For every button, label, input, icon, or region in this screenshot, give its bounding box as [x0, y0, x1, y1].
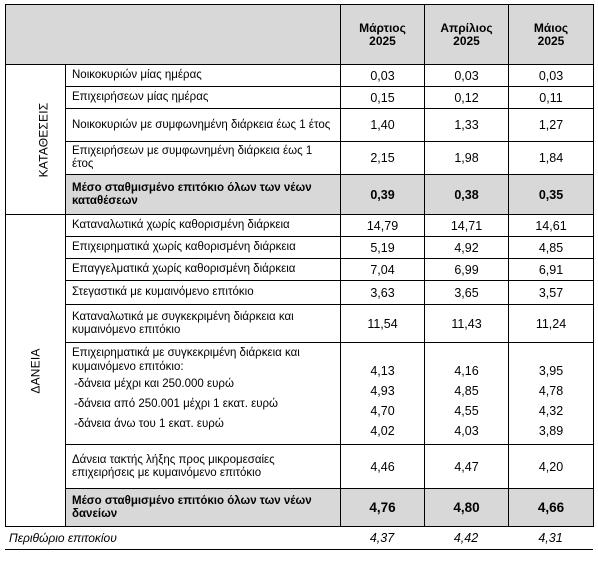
value-cell: 4,55 — [454, 404, 479, 418]
value-cell: 0,39 — [341, 175, 425, 215]
value-cell: 0,15 — [341, 87, 425, 109]
value-cell: 4,92 — [425, 237, 509, 259]
row-label: Επιχειρηματικά χωρίς καθορισμένη διάρκεια — [66, 237, 341, 259]
column-header-year: 2025 — [537, 33, 565, 48]
sub-list — [72, 374, 334, 434]
value-cell: 4,70 — [370, 404, 395, 418]
row-label: Δάνεια τακτής λήξης προς μικρομεσαίες επιχειρήσεις με κυμαινόμενο επιτόκιο — [66, 445, 341, 489]
value-cell: 0,03 — [509, 65, 594, 87]
value-cell: 4,66 — [509, 489, 594, 527]
row-label: Μέσο σταθμισμένο επιτόκιο όλων των νέων καταθέσεων — [66, 175, 341, 215]
row-label: Καταναλωτικά χωρίς καθορισμένη διάρκεια — [66, 215, 341, 237]
value-cell: 7,04 — [341, 259, 425, 281]
value-cell: 3,89 — [538, 424, 564, 438]
value-cell: 11,54 — [341, 305, 425, 343]
row-label: Επιχειρήσεων μίας ημέρας — [66, 87, 341, 109]
row-label: Επιχειρήσεων με συμφωνημένη διάρκεια έως 1 έτος — [66, 142, 341, 175]
value-cell: 0,03 — [425, 65, 509, 87]
header-blank-cell — [6, 5, 341, 65]
value-cell: 11,43 — [425, 305, 509, 343]
column-header-month: Μάιος — [533, 20, 569, 35]
value-cell: 3,65 — [425, 281, 509, 305]
table-row — [6, 237, 594, 259]
value-cell: 0,12 — [425, 87, 509, 109]
column-header-april — [425, 5, 509, 65]
margin-table — [5, 527, 593, 550]
value-cell: 0,35 — [509, 175, 594, 215]
value-cell: 1,98 — [425, 142, 509, 175]
column-header-march — [341, 5, 425, 65]
table-row — [6, 109, 594, 142]
interest-rates-table — [5, 4, 594, 527]
value-cell: 4,37 — [340, 527, 424, 549]
value-cell: 5,19 — [341, 237, 425, 259]
sub-row-label: -δάνεια από 250.001 μέχρι 1 εκατ. ευρώ — [74, 398, 279, 410]
value-cell: 1,40 — [341, 109, 425, 142]
value-cell: 11,24 — [509, 305, 594, 343]
column-header-year: 2025 — [453, 33, 480, 48]
table-row — [6, 305, 594, 343]
table-row — [6, 142, 594, 175]
value-cell: 4,32 — [538, 404, 564, 418]
row-label: Στεγαστικά με κυμαινόμενο επιτόκιο — [66, 281, 341, 305]
value-cell: 4,42 — [424, 527, 508, 549]
value-cell: 0,11 — [509, 87, 594, 109]
column-header-year: 2025 — [369, 33, 396, 48]
value-cell: 4,93 — [370, 384, 395, 398]
value-cell: 14,79 — [341, 215, 425, 237]
loans-total-row — [6, 489, 594, 527]
row-label: Επιχειρηματικά με συγκεκριμένη διάρκεια και κυμαινόμενο επιτόκιο: — [72, 347, 300, 373]
value-cell: 4,20 — [509, 445, 594, 489]
row-label: Περιθώριο επιτοκίου — [5, 527, 340, 549]
business-fixed-term-row — [6, 343, 594, 445]
interest-rates-table-container — [5, 4, 593, 550]
value-cell: 14,61 — [509, 215, 594, 237]
table-row — [6, 65, 594, 87]
row-label: Νοικοκυριών με συμφωνημένη διάρκεια έως 1 έτος — [66, 109, 341, 142]
row-label: Καταναλωτικά με συγκεκριμένη διάρκεια και κυμαινόμενο επιτόκιο — [66, 305, 341, 343]
value-cell: 14,71 — [425, 215, 509, 237]
value-cell: 0,03 — [341, 65, 425, 87]
sub-row-label: -δάνεια μέχρι και 250.000 ευρώ — [74, 378, 234, 390]
row-label: Επαγγελματικά χωρίς καθορισμένη διάρκεια — [66, 259, 341, 281]
value-cell: 4,85 — [454, 384, 479, 398]
value-cell: 3,63 — [341, 281, 425, 305]
table-row — [6, 87, 594, 109]
value-cell: 1,84 — [509, 142, 594, 175]
table-row — [6, 215, 594, 237]
value-cell: 4,03 — [454, 424, 479, 438]
column-header-month: Μάρτιος — [359, 20, 406, 35]
value-cell: 4,80 — [425, 489, 509, 527]
value-cell: 3,95 — [538, 364, 564, 378]
value-cell: 0,38 — [425, 175, 509, 215]
value-cell: 2,15 — [341, 142, 425, 175]
business-fixed-term-label-cell — [66, 343, 341, 445]
header-row — [6, 5, 594, 65]
value-cell: 4,46 — [341, 445, 425, 489]
deposits-section-label: ΚΑΤΑΘΕΣΕΙΣ — [6, 65, 66, 215]
value-cell: 6,99 — [425, 259, 509, 281]
table-row — [6, 259, 594, 281]
value-stack — [341, 343, 425, 445]
row-label: Μέσο σταθμισμένο επιτόκιο όλων των νέων δανείων — [66, 489, 341, 527]
value-cell: 6,91 — [509, 259, 594, 281]
value-cell: 4,31 — [508, 527, 593, 549]
value-cell: 1,27 — [509, 109, 594, 142]
table-row — [6, 281, 594, 305]
value-cell: 4,16 — [454, 364, 479, 378]
margin-row — [5, 527, 593, 549]
value-cell: 4,76 — [341, 489, 425, 527]
value-cell: 4,13 — [370, 364, 395, 378]
value-cell: 4,47 — [425, 445, 509, 489]
deposits-total-row — [6, 175, 594, 215]
column-header-month: Απρίλιος — [440, 20, 493, 35]
table-row — [6, 445, 594, 489]
sub-row-label: -δάνεια άνω του 1 εκατ. ευρώ — [74, 418, 224, 430]
value-cell: 4,02 — [370, 424, 395, 438]
value-stack — [509, 343, 594, 445]
value-cell: 1,33 — [425, 109, 509, 142]
value-stack — [425, 343, 509, 445]
value-cell: 3,57 — [509, 281, 594, 305]
row-label: Νοικοκυριών μίας ημέρας — [66, 65, 341, 87]
value-cell: 4,78 — [538, 384, 564, 398]
value-cell: 4,85 — [509, 237, 594, 259]
column-header-may — [509, 5, 594, 65]
loans-section-label: ΔΑΝΕΙΑ — [6, 215, 66, 527]
